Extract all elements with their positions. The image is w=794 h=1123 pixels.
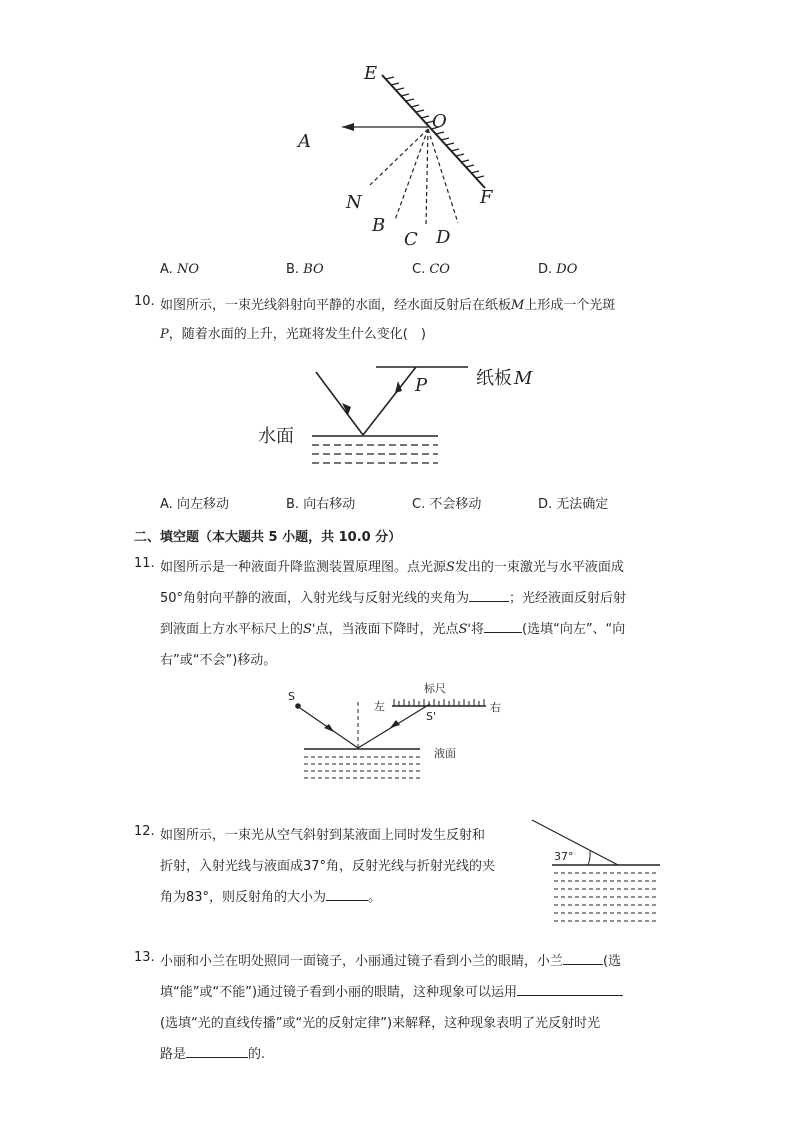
q9-option-c[interactable]: C. CO <box>412 262 450 277</box>
q10-label-p: P <box>415 375 428 396</box>
q9-label-c: C <box>404 229 418 250</box>
q11-number: 11. <box>134 556 155 571</box>
q9-label-f: F <box>480 187 493 208</box>
q11-text-line3: 到液面上方水平标尺上的S'点，当液面下降时，光点S'将 (选填“向左”、“向 <box>160 622 626 637</box>
q13-blank-2[interactable] <box>517 983 623 996</box>
q12-liquid-dashes <box>554 873 658 921</box>
q12-angle-arc <box>588 851 590 865</box>
q10-option-b[interactable]: B. 向右移动 <box>286 497 356 512</box>
q11-source-point <box>295 703 301 709</box>
q9-label-b: B <box>372 215 386 236</box>
q13-text-line1: 小丽和小兰在明处照同一面镜子，小丽通过镜子看到小兰的眼睛，小兰 (选 <box>160 954 622 969</box>
q9-option-b[interactable]: B. BO <box>286 262 324 277</box>
q9-label-o: O <box>432 111 447 132</box>
q12-angle-label: 37° <box>554 850 574 863</box>
q13-blank-1[interactable] <box>563 952 603 965</box>
q11-blank-2[interactable] <box>484 620 522 633</box>
q12-blank[interactable] <box>326 888 368 901</box>
q12-incident-ray <box>532 820 618 865</box>
q10-figure <box>250 360 560 470</box>
q12-text-line1: 如图所示，一束光从空气斜射到某液面上同时发生反射和 <box>160 828 486 843</box>
q10-option-a[interactable]: A. 向左移动 <box>160 497 229 512</box>
q9-figure <box>280 55 520 255</box>
q11-label-left: 左 <box>374 700 385 713</box>
q11-text-line1: 如图所示是一种液面升降监测装置原理图。点光源S发出的一束激光与水平液面成 <box>160 560 624 575</box>
q9-label-a: A <box>298 131 311 152</box>
q12-number: 12. <box>134 824 155 839</box>
q9-option-d[interactable]: D. DO <box>538 262 578 277</box>
q11-blank-1[interactable] <box>469 589 509 602</box>
q12-text-line3: 角为83°，则反射角的大小为 。 <box>160 890 382 905</box>
q10-label-board-m: M <box>514 368 533 389</box>
q10-reflected-ray <box>363 367 416 435</box>
q13-blank-3[interactable] <box>186 1045 248 1058</box>
q10-label-board: 纸板 <box>476 368 512 389</box>
q10-text-line1: 如图所示，一束光线斜射向平静的水面，经水面反射后在纸板M上形成一个光斑 <box>160 298 616 313</box>
q12-text-line2: 折射，入射光线与液面成37°角，反射光线与折射光线的夹 <box>160 859 496 874</box>
q11-text-line4: 右”或“不会”)移动。 <box>160 653 277 668</box>
q9-label-e: E <box>364 63 378 84</box>
q10-option-c[interactable]: C. 不会移动 <box>412 497 482 512</box>
section-title: 二、填空题（本大题共 5 小题，共 10.0 分） <box>134 530 402 545</box>
q10-incident-ray <box>316 372 363 435</box>
q10-water-dashes <box>312 445 438 463</box>
q10-option-d[interactable]: D. 无法确定 <box>538 497 609 512</box>
q11-label-sprime: S' <box>426 710 437 723</box>
q9-option-a[interactable]: A. NO <box>160 262 199 277</box>
q11-label-liquid: 液面 <box>434 747 456 760</box>
q11-liquid-dashes <box>304 757 420 778</box>
q9-label-d: D <box>436 227 451 248</box>
q11-reflected-arrow <box>390 720 400 728</box>
q11-label-s: S <box>288 690 295 703</box>
q12-figure <box>528 814 668 929</box>
q13-text-line3: (选填“光的直线传播”或“光的反射定律”)来解释，这种现象表明了光反射时光 <box>160 1016 601 1031</box>
q9-label-n: N <box>346 192 362 213</box>
q11-text-line2: 50°角射向平静的液面，入射光线与反射光线的夹角为 ；光经液面反射后射 <box>160 591 627 606</box>
q10-number: 10. <box>134 294 155 309</box>
q11-figure <box>280 680 520 785</box>
q9-arrow-head <box>342 123 354 131</box>
q10-text-line2: P，随着水面的上升，光斑将发生什么变化( ) <box>160 327 426 342</box>
q10-label-water: 水面 <box>258 426 294 447</box>
q11-label-right: 右 <box>490 701 501 714</box>
q13-number: 13. <box>134 950 155 965</box>
q13-text-line2: 填“能”或“不能”)通过镜子看到小丽的眼睛，这种现象可以运用 <box>160 981 623 1000</box>
q11-ruler-ticks <box>394 699 484 706</box>
q11-label-ruler: 标尺 <box>424 682 446 695</box>
q13-text-line4: 路是 的. <box>160 1047 266 1062</box>
